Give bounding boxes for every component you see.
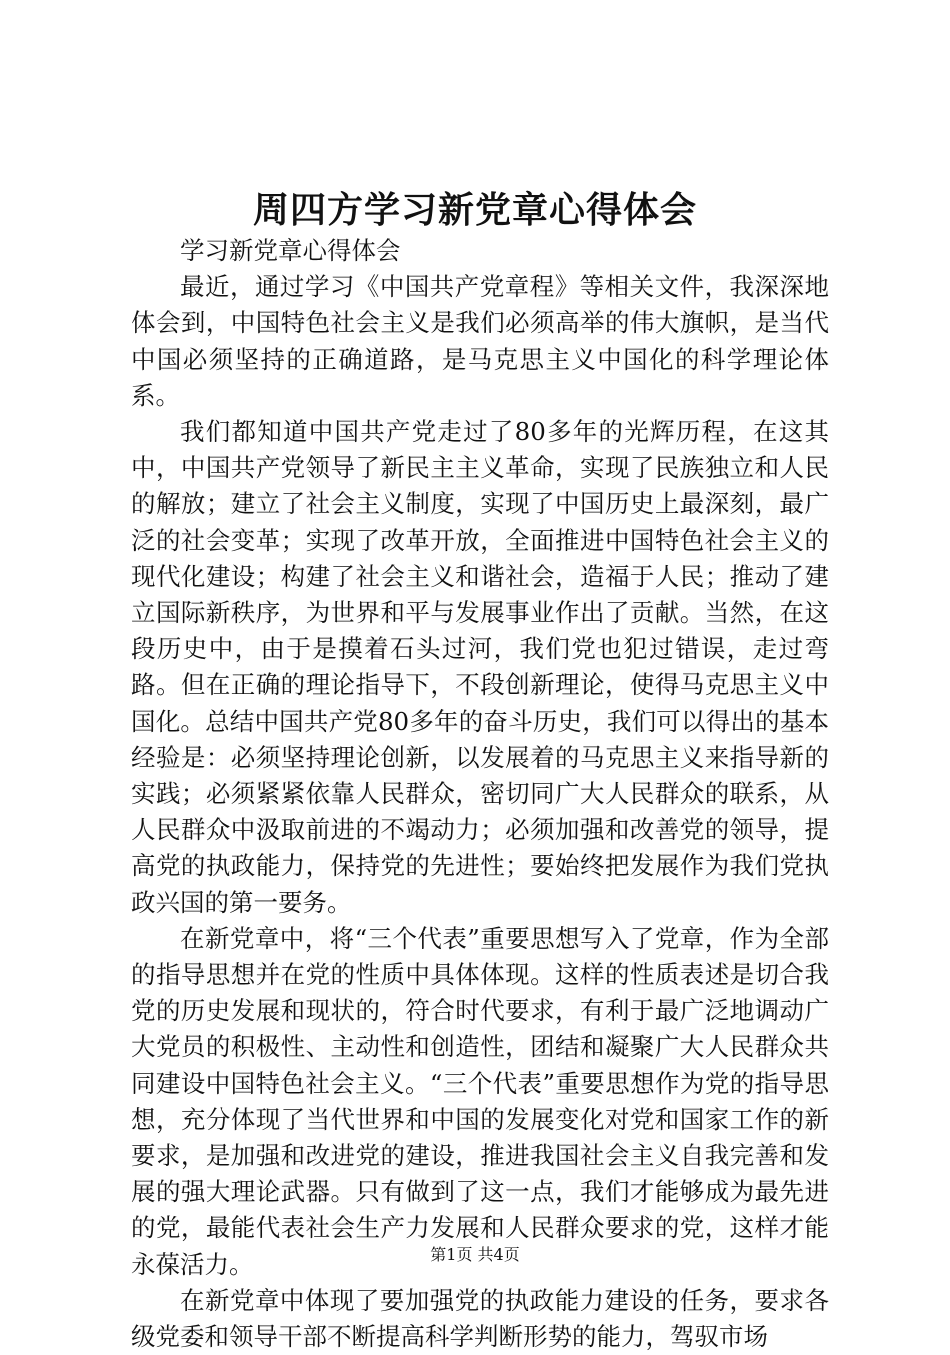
paragraph-2: 我们都知道中国共产党走过了80多年的光辉历程，在这其中，中国共产党领导了新民主主义革命，实现了民族独立和人民的解放；建立了社会主义制度，实现了中国历史上最深刻，最广泛的社会变革；实现了改革开放，全面推进中国特色社会主义的现代化建设；构建了社会主义和谐社会，造福于人民；推动了建立国际新秩序，为世界和平与发展事业作出了贡献。当然，在这段历史中，由于是摸着石头过河，我们党也犯过错误，走过弯路。但在正确的理论指导下，不段创新理论，使得马克思主义中国化。总结中国共产党80多年的奋斗历史，我们可以得出的基本经验是：必须坚持理论创新，以发展着的马克思主义来指导新的实践；必须紧紧依靠人民群众，密切同广大人民群众的联系，从人民群众中汲取前进的不竭动力；必须加强和改善党的领导，提高党的执政能力，保持党的先进性；要始终把发展作为我们党执政兴国的第一要务。 (131, 417, 829, 917)
document-title: 周四方学习新党章心得体会 (252, 189, 697, 231)
paragraph-3: 在新党章中，将“三个代表”重要思想写入了党章，作为全部的指导思想并在党的性质中具体体现。这样的性质表述是切合我党的历史发展和现状的，符合时代要求，有利于最广泛地调动广大党员的积极性、主动性和创造性，团结和凝聚广大人民群众共同建设中国特色社会主义。“三个代表”重要思想作为党的指导思想，充分体现了当代世界和中国的发展变化对党和国家工作的新要求，是加强和改进党的建设，推进我国社会主义自我完善和发展的强大理论武器。只有做到了这一点，我们才能够成为最先进的党，最能代表社会生产力发展和人民群众要求的党，这样才能永葆活力。 (131, 923, 829, 1279)
document-body (131, 233, 829, 1355)
paragraph-subtitle: 学习新党章心得体会 (180, 236, 401, 265)
page-number-footer: 第1页 共4页 (430, 1245, 520, 1264)
paragraph-4: 在新党章中体现了要加强党的执政能力建设的任务，要求各级党委和领导干部不断提高科学判断形势的能力，驾驭市场 (131, 1285, 829, 1352)
paragraph-1: 最近，通过学习《中国共产党章程》等相关文件，我深深地体会到，中国特色社会主义是我们必须高举的伟大旗帜，是当代中国必须坚持的正确道路，是马克思主义中国化的科学理论体系。 (131, 272, 829, 410)
